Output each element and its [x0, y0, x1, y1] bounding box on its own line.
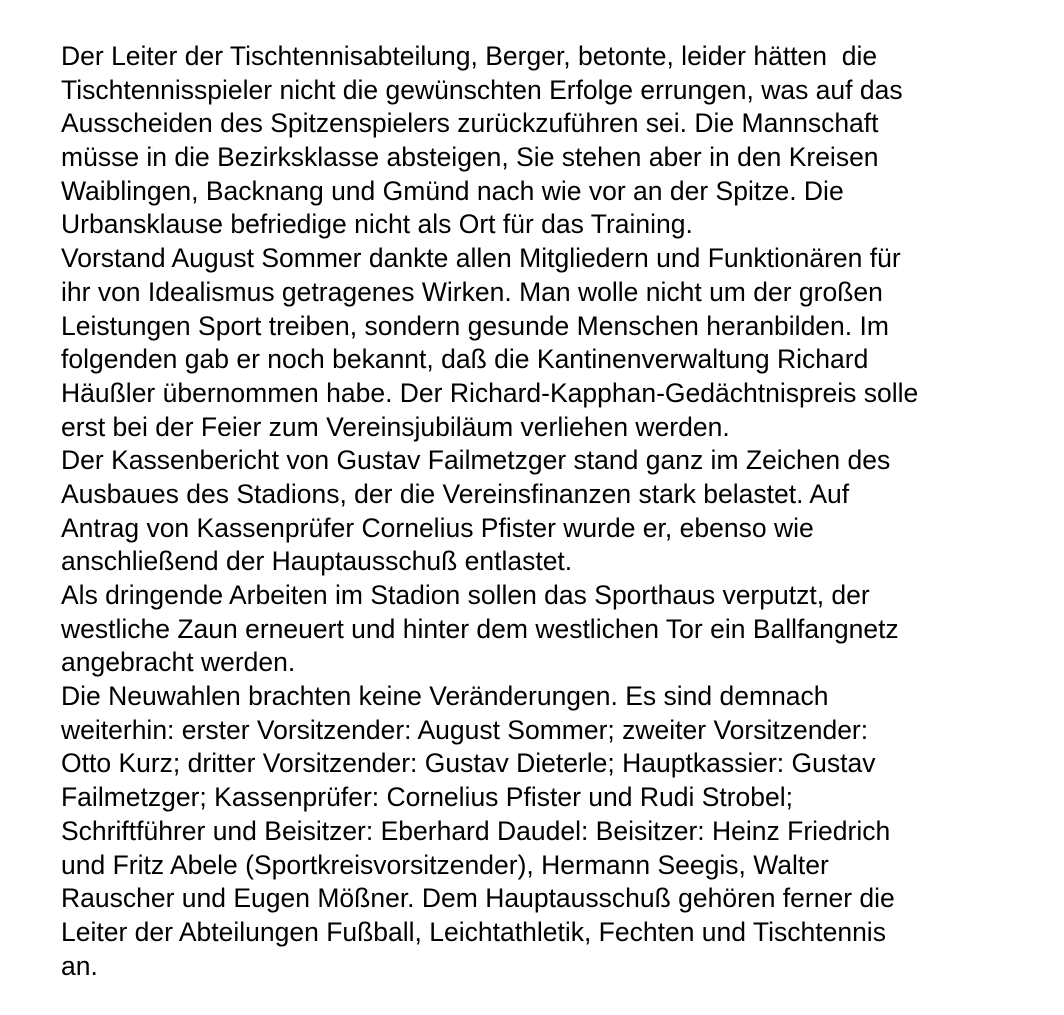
text-line: folgenden gab er noch bekannt, daß die Kantinenverwaltung Richard — [61, 344, 869, 375]
document-page — [61, 40, 1021, 983]
text-line: angebracht werden. — [61, 647, 296, 678]
text-line: Antrag von Kassenprüfer Cornelius Pfister wurde er, ebenso wie — [61, 512, 814, 543]
text-line: an. — [61, 950, 98, 981]
text-line: Häußler übernommen habe. Der Richard-Kapphan-Gedächtnispreis solle — [61, 377, 919, 408]
text-line: Failmetzger; Kassenprüfer: Cornelius Pfister und Rudi Strobel; — [61, 782, 794, 813]
text-line: Ausscheiden des Spitzenspielers zurückzuführen sei. Die Mannschaft — [61, 108, 879, 139]
text-line: Leiter der Abteilungen Fußball, Leichtathletik, Fechten und Tischtennis — [61, 916, 886, 947]
text-line: Die Neuwahlen brachten keine Veränderungen. Es sind demnach — [61, 681, 829, 712]
text-line: westliche Zaun erneuert und hinter dem westlichen Tor ein Ballfangnetz — [61, 613, 899, 644]
text-line: anschließend der Hauptausschuß entlastet. — [61, 546, 573, 577]
text-line: Schriftführer und Beisitzer: Eberhard Daudel: Beisitzer: Heinz Friedrich — [61, 815, 891, 846]
text-line: Als dringende Arbeiten im Stadion sollen das Sporthaus verputzt, der — [61, 580, 870, 610]
text-line: ihr von Idealismus getragenes Wirken. Man wolle nicht um der großen — [61, 276, 883, 307]
text-line: müsse in die Bezirksklasse absteigen, Sie stehen aber in den Kreisen — [61, 142, 879, 173]
text-line: weiterhin: erster Vorsitzender: August Sommer; zweiter Vorsitzender: — [61, 714, 869, 745]
text-line: und Fritz Abele (Sportkreisvorsitzender), Hermann Seegis, Walter — [61, 849, 829, 880]
text-line: erst bei der Feier zum Vereinsjubiläum verliehen werden. — [61, 411, 730, 442]
text-line: Der Leiter der Tischtennisabteilung, Berger, betonte, leider hätten die — [61, 41, 878, 71]
text-line: Vorstand August Sommer dankte allen Mitgliedern und Funktionären für — [61, 243, 901, 274]
text-line: Otto Kurz; dritter Vorsitzender: Gustav Dieterle; Hauptkassier: Gustav — [61, 748, 876, 779]
text-line: Leistungen Sport treiben, sondern gesunde Menschen heranbilden. Im — [61, 310, 889, 341]
text-line: Der Kassenbericht von Gustav Failmetzger stand ganz im Zeichen des — [61, 445, 891, 476]
text-line: Urbansklause befriedige nicht als Ort für das Training. — [61, 209, 693, 240]
text-line: Tischtennisspieler nicht die gewünschten Erfolge errungen, was auf das — [61, 74, 903, 105]
text-line: Ausbaues des Stadions, der die Vereinsfinanzen stark belastet. Auf — [61, 478, 850, 509]
text-line: Waiblingen, Backnang und Gmünd nach wie vor an der Spitze. Die — [61, 175, 844, 206]
text-line: Rauscher und Eugen Mößner. Dem Hauptausschuß gehören ferner die — [61, 883, 895, 914]
